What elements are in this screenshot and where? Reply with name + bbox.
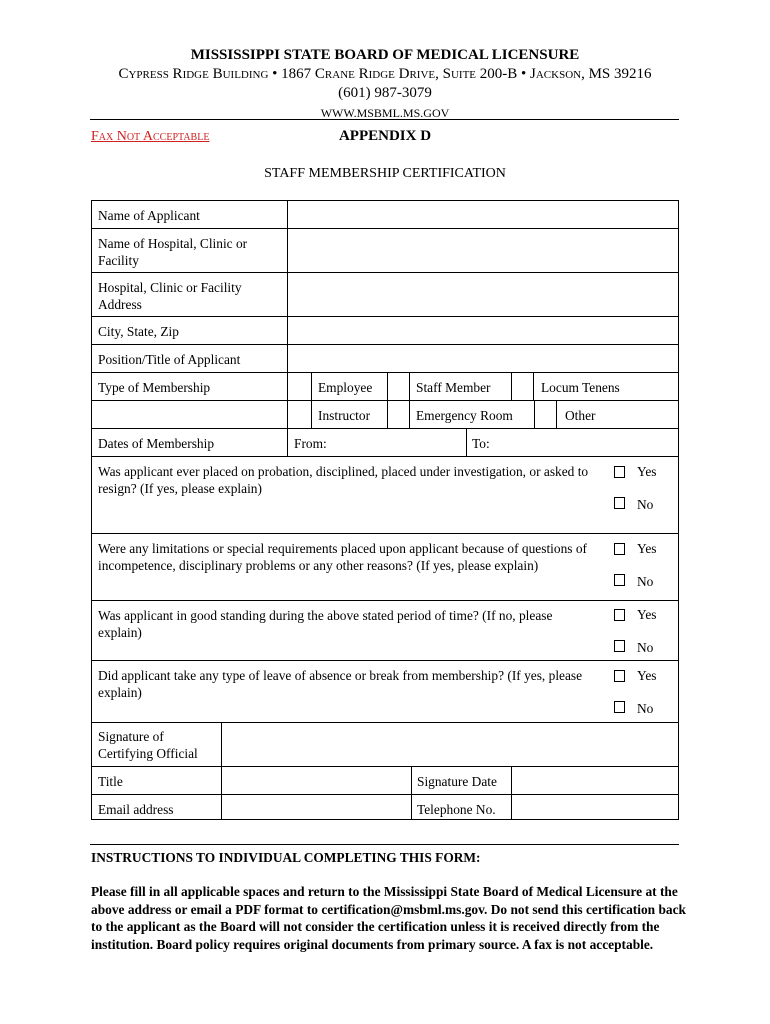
col-line	[411, 766, 412, 820]
question-4: Did applicant take any type of leave of absence or break from membership? (If yes, please explain)	[98, 668, 583, 700]
question-3: Was applicant in good standing during the above stated period of time? (If no, please explain)	[98, 608, 553, 640]
certification-form	[91, 200, 679, 820]
city-state-zip-label: City, State, Zip	[98, 324, 179, 339]
other-label: Other	[565, 408, 596, 423]
question-4-yes-checkbox[interactable]	[614, 670, 625, 682]
question-4-no-checkbox[interactable]	[614, 701, 625, 713]
to-label: To:	[472, 436, 490, 451]
appendix-label: APPENDIX D	[338, 128, 432, 144]
question-1-yes-label: Yes	[637, 464, 657, 479]
row-line	[91, 660, 679, 661]
signature-field[interactable]	[222, 723, 678, 766]
instructor-checkbox[interactable]	[288, 401, 311, 428]
fax-notice: Fax Not Acceptable	[91, 129, 210, 144]
question-2-yes-checkbox[interactable]	[614, 543, 625, 555]
org-address: Cypress Ridge Building • 1867 Crane Ridge Drive, Suite 200-B • Jackson, MS 39216	[118, 66, 652, 82]
instructions-rule	[90, 844, 679, 845]
emergency-room-checkbox[interactable]	[388, 401, 409, 428]
employee-label: Employee	[318, 380, 373, 395]
instructions-heading: INSTRUCTIONS TO INDIVIDUAL COMPLETING THIS FORM:	[91, 850, 481, 865]
col-line	[466, 428, 467, 456]
to-date-field[interactable]	[491, 429, 677, 456]
hospital-name-label: Name of Hospital, Clinic or Facility	[98, 236, 248, 268]
email-label: Email address	[98, 802, 174, 817]
col-line	[556, 400, 557, 428]
staff-member-checkbox[interactable]	[388, 373, 409, 400]
title-label: Title	[98, 774, 123, 789]
dates-of-membership-label: Dates of Membership	[98, 436, 215, 451]
instructor-label: Instructor	[318, 408, 371, 423]
question-1-no-checkbox[interactable]	[614, 497, 625, 509]
row-line	[91, 372, 679, 373]
from-date-field[interactable]	[331, 429, 465, 456]
telephone-field[interactable]	[512, 795, 678, 819]
signature-date-label: Signature Date	[417, 774, 497, 789]
locum-tenens-label: Locum Tenens	[541, 380, 620, 395]
staff-member-label: Staff Member	[416, 380, 491, 395]
question-4-no-label: No	[637, 701, 654, 716]
org-name: MISSISSIPPI STATE BOARD OF MEDICAL LICENSURE	[190, 47, 580, 63]
name-of-applicant-field[interactable]	[288, 201, 678, 228]
question-2-yes-label: Yes	[637, 541, 657, 556]
col-line	[409, 372, 410, 400]
question-1-no-label: No	[637, 497, 654, 512]
question-2: Were any limitations or special requirements placed upon applicant because of questions of incompetence, disciplinary problems or any other reasons? (If yes, please explain)	[98, 541, 588, 573]
signature-label: Signature of Certifying Official	[98, 729, 198, 761]
header-rule	[90, 119, 679, 120]
col-line	[409, 400, 410, 428]
position-title-field[interactable]	[288, 345, 678, 372]
col-line	[533, 372, 534, 400]
position-title-label: Position/Title of Applicant	[98, 352, 241, 367]
question-2-no-checkbox[interactable]	[614, 574, 625, 586]
form-title: STAFF MEMBERSHIP CERTIFICATION	[264, 166, 506, 181]
instructions-body: Please fill in all applicable spaces and return to the Mississippi State Board of Medical Licensure at the above address or email a PDF format to certification@msbml.ms.gov. Do not send this certification back to the applicant as the Board will not consider the certification unless it is received directly from the institution. Board policy requires original documents from primary source. A fax is not acceptable.	[91, 884, 687, 952]
row-line	[91, 533, 679, 534]
question-3-no-label: No	[637, 640, 654, 655]
row-line	[91, 600, 679, 601]
question-3-yes-checkbox[interactable]	[614, 609, 625, 621]
question-4-yes-label: Yes	[637, 668, 657, 683]
from-label: From:	[294, 436, 327, 451]
col-line	[311, 400, 312, 428]
col-line	[311, 372, 312, 400]
telephone-label: Telephone No.	[417, 802, 496, 817]
hospital-name-field[interactable]	[288, 229, 678, 272]
name-of-applicant-label: Name of Applicant	[98, 208, 200, 223]
signature-date-field[interactable]	[512, 767, 678, 794]
table-border	[678, 200, 679, 820]
question-3-no-checkbox[interactable]	[614, 640, 625, 652]
row-line	[91, 456, 679, 457]
other-checkbox[interactable]	[535, 401, 556, 428]
hospital-address-label: Hospital, Clinic or Facility Address	[98, 280, 242, 312]
emergency-room-label: Emergency Room	[416, 408, 513, 423]
question-2-no-label: No	[637, 574, 654, 589]
type-of-membership-label: Type of Membership	[98, 380, 211, 395]
table-border	[91, 819, 679, 820]
employee-checkbox[interactable]	[288, 373, 311, 400]
question-1-yes-checkbox[interactable]	[614, 466, 625, 478]
hospital-address-field[interactable]	[288, 273, 678, 316]
table-border	[91, 200, 92, 820]
locum-tenens-checkbox[interactable]	[512, 373, 533, 400]
org-phone: (601) 987-3079	[338, 85, 432, 101]
email-field[interactable]	[222, 795, 411, 819]
city-state-zip-field[interactable]	[288, 317, 678, 344]
title-field[interactable]	[222, 767, 411, 794]
question-3-yes-label: Yes	[637, 607, 657, 622]
org-website: WWW.MSBML.MS.GOV	[320, 106, 450, 120]
row-line	[91, 400, 679, 401]
question-1: Was applicant ever placed on probation, disciplined, placed under investigation, or asked to resign? (If yes, please explain)	[98, 464, 589, 496]
